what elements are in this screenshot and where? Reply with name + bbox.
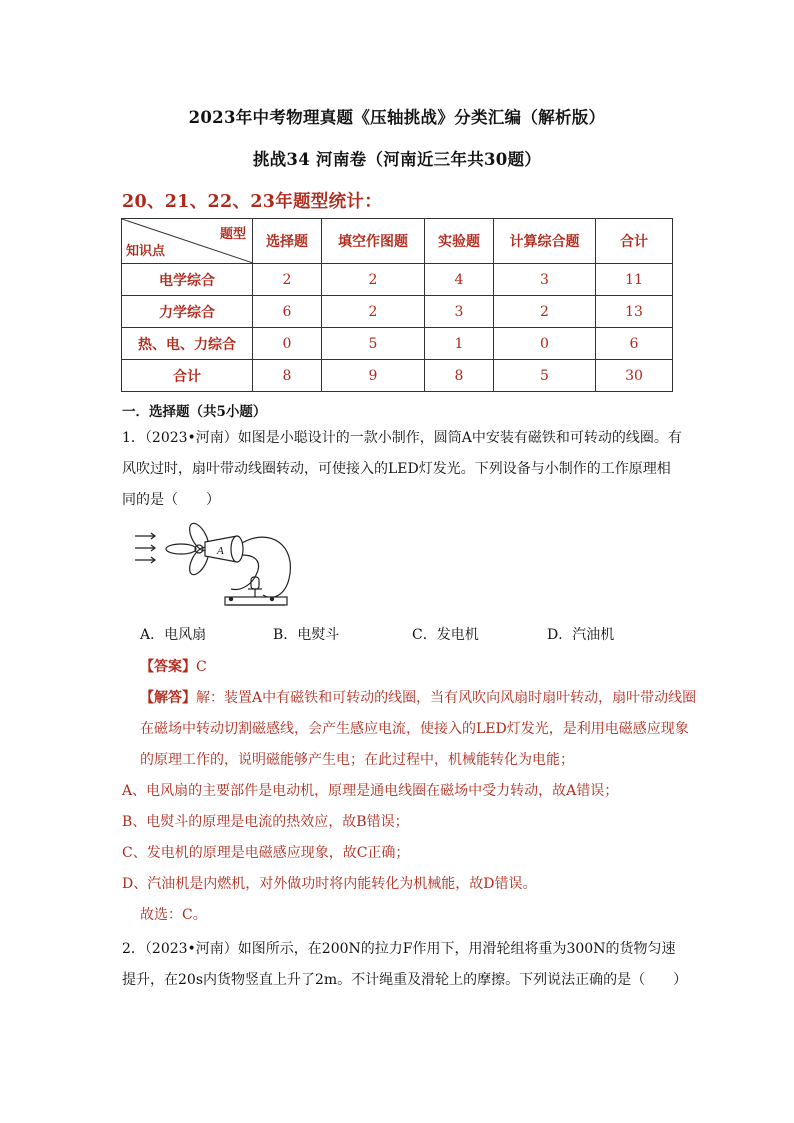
analysis-line-b: B、电熨斗的原理是电流的热效应，故B错误；	[122, 814, 409, 830]
row-label: 合计	[122, 360, 253, 392]
table-cell: 13	[596, 296, 673, 328]
table-cell: 5	[494, 360, 596, 392]
document-subtitle: 挑战34 河南卷（河南近三年共30题）	[252, 150, 542, 169]
table-cell: 1	[425, 328, 494, 360]
table-cell: 2	[322, 296, 425, 328]
table-cell: 3	[425, 296, 494, 328]
table-cell: 2	[494, 296, 596, 328]
diagonal-header-cell	[122, 219, 253, 264]
stats-heading: 20、21、22、23年题型统计：	[122, 192, 383, 212]
question-2-stem: 2．（2023•河南）如图所示，在200N的拉力F作用下，用滑轮组将重为300N的货物匀速提升，在20s内货物竖直上升了2m。不计绳重及滑轮上的摩擦。下列说法正确的是（ ）	[122, 941, 688, 988]
row-label: 热、电、力综合	[122, 328, 253, 360]
table-row	[122, 360, 673, 392]
section-heading: 一．选择题（共5小题）	[122, 404, 267, 420]
table-cell: 0	[253, 328, 322, 360]
cylinder-label: A	[217, 545, 224, 557]
document-title: 2023年中考物理真题《压轴挑战》分类汇编（解析版）	[188, 108, 606, 127]
question-1-stem: 1．（2023•河南）如图是小聪设计的一款小制作，圆筒A中安装有磁铁和可转动的线圈。有风吹过时，扇叶带动线圈转动，可使接入的LED灯发光。下列设备与小制作的工作原理相同的是（ ）	[122, 430, 682, 508]
analysis-tag: 【解答】	[140, 690, 196, 706]
analysis-text: 解：装置A中有磁铁和可转动的线圈，当有风吹向风扇时扇叶转动，扇叶带动线圈在磁场中转动切割磁感线，会产生感应电流，使接入的LED灯发光，是利用电磁感应现象的原理工作的，说明磁能够产生电；在此过程中，机械能转化为电能；	[140, 690, 697, 768]
column-header: 填空作图题	[322, 219, 425, 264]
table-row	[122, 296, 673, 328]
terminal-dot	[229, 597, 233, 601]
option-d: D．汽油机	[547, 627, 615, 643]
answer-value: C	[196, 659, 207, 675]
option-a: A．电风扇	[140, 627, 207, 643]
question-1-options	[140, 624, 680, 648]
table-cell: 6	[253, 296, 322, 328]
column-header: 计算综合题	[494, 219, 596, 264]
wind-generator-figure	[135, 519, 295, 615]
table-cell: 6	[596, 328, 673, 360]
table-cell: 4	[425, 264, 494, 296]
analysis-line-c: C、发电机的原理是电磁感应现象，故C正确；	[122, 845, 410, 861]
table-cell: 8	[425, 360, 494, 392]
terminal-dot	[270, 597, 274, 601]
row-label: 力学综合	[122, 296, 253, 328]
analysis-line-a: A、电风扇的主要部件是电动机，原理是通电线圈在磁场中受力转动，故A错误；	[122, 783, 619, 799]
corner-label-topic: 知识点	[126, 244, 166, 259]
row-label: 电学综合	[122, 264, 253, 296]
table-row	[122, 328, 673, 360]
table-cell: 2	[322, 264, 425, 296]
table-cell: 0	[494, 328, 596, 360]
analysis-paragraph	[122, 683, 700, 776]
stats-table	[121, 218, 673, 392]
table-cell: 11	[596, 264, 673, 296]
table-cell: 8	[253, 360, 322, 392]
answer-line	[122, 652, 700, 683]
option-c: C．发电机	[412, 627, 479, 643]
answer-tag: 【答案】	[140, 659, 196, 675]
table-cell: 3	[494, 264, 596, 296]
table-row	[122, 264, 673, 296]
table-cell: 30	[596, 360, 673, 392]
column-header: 实验题	[425, 219, 494, 264]
column-header: 选择题	[253, 219, 322, 264]
analysis-line-d: D、汽油机是内燃机，对外做功时将内能转化为机械能，故D错误。	[122, 876, 537, 892]
stats-header-row	[122, 219, 673, 264]
corner-label-type: 题型	[219, 227, 246, 242]
table-cell: 9	[322, 360, 425, 392]
option-b: B．电熨斗	[273, 627, 340, 643]
choose-line: 故选：C。	[140, 907, 207, 923]
table-cell: 5	[322, 328, 425, 360]
column-header: 合计	[596, 219, 673, 264]
table-cell: 2	[253, 264, 322, 296]
